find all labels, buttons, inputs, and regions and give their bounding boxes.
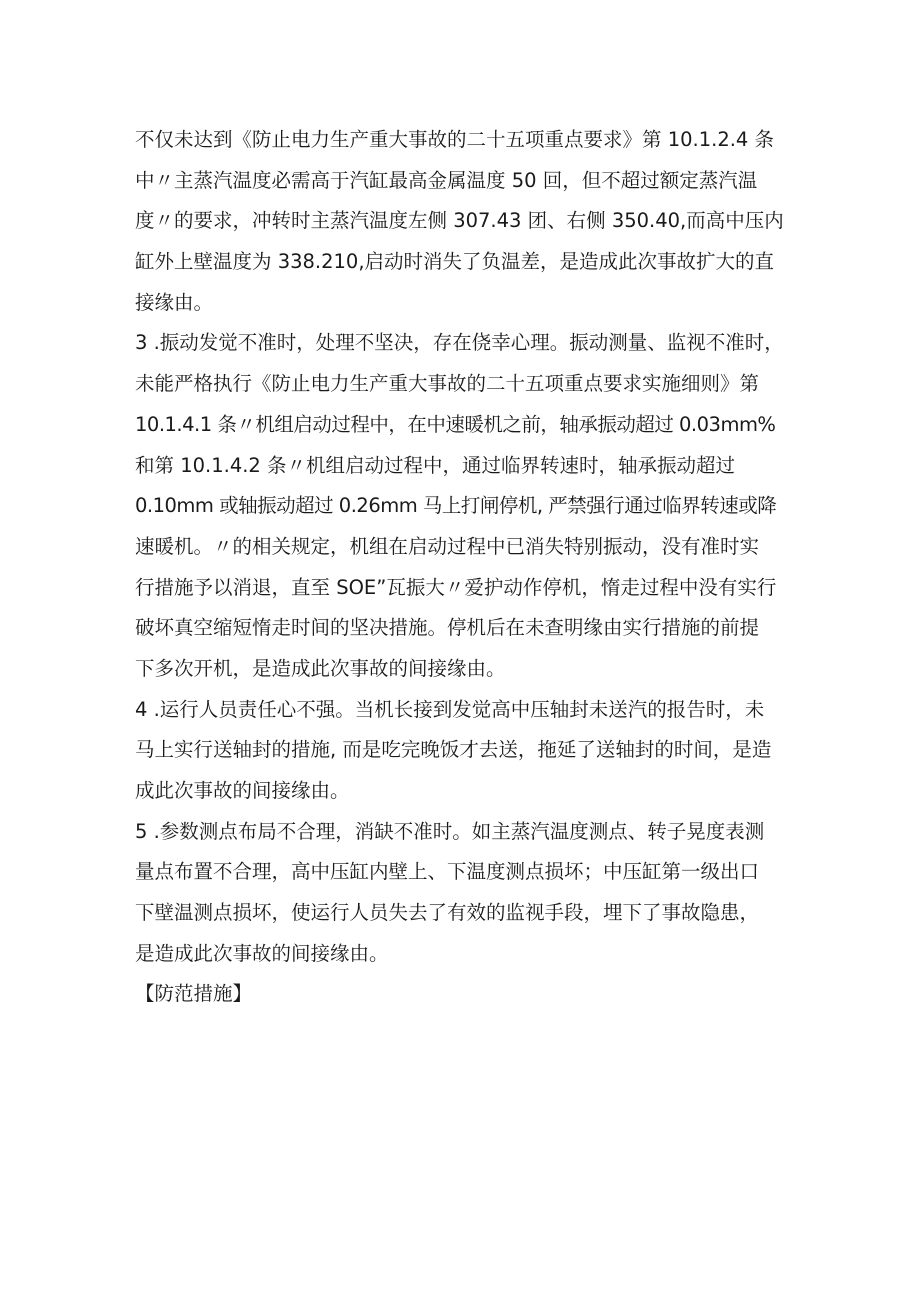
text-line: 量点布置不合理，高中压缸内壁上、下温度测点损坏；中压缸第一级出口: [135, 860, 760, 884]
text-line: 度〃的要求，冲转时主蒸汽温度左侧 307.43 团、右侧 350.40,而高中压内: [135, 209, 784, 233]
text-line: 是造成此次事故的间接缘由。: [135, 941, 389, 965]
paragraph-item-5-measurement-points: [135, 812, 785, 975]
text-line: 接缘由。: [135, 290, 214, 314]
text-line: 0.10mm 或轴振动超过 0.26mm 马上打闸停机, 严禁强行通过临界转速或降: [135, 494, 777, 518]
text-line: 速暖机。〃的相关规定，机组在启动过程中已消失特别振动，没有准时实: [135, 534, 760, 558]
paragraph-item-3-vibration: [135, 323, 785, 689]
text-line: 不仅未达到《防止电力生产重大事故的二十五项重点要求》第 10.1.2.4 条: [135, 128, 775, 151]
text-line: 行措施予以消退，直至 SOE”瓦振大〃爱护动作停机，惰走过程中没有实行: [135, 575, 777, 599]
text-line: 下多次开机，是造成此次事故的间接缘由。: [135, 656, 506, 680]
section-heading: [135, 974, 785, 1015]
text-line: 下壁温测点损坏，使运行人员失去了有效的监视手段，埋下了事故隐患，: [135, 901, 760, 925]
text-line: 未能严格执行《防止电力生产重大事故的二十五项重点要求实施细则》第: [135, 372, 760, 396]
text-line: 5 .参数测点布局不合理，消缺不准时。如主蒸汽温度测点、转子晃度表测: [135, 819, 765, 843]
text-line: 马上实行送轴封的措施, 而是吃完晚饭才去送，拖延了送轴封的时间，是造: [135, 738, 772, 762]
text-line: 3 .振动发觉不准时，处理不坚决，存在侥幸心理。振动测量、监视不准时，: [135, 331, 784, 355]
text-line: 和第 10.1.4.2 条〃机组启动过程中，通过临界转速时，轴承振动超过: [135, 453, 736, 477]
text-line: 破坏真空缩短惰走时间的坚决措施。停机后在未查明缘由实行措施的前提: [135, 616, 760, 640]
text-line: 4 .运行人员责任心不强。当机长接到发觉高中压轴封未送汽的报告时，未: [135, 697, 765, 721]
text-line: 成此次事故的间接缘由。: [135, 779, 350, 802]
paragraph-steam-temperature: [135, 120, 785, 323]
text-line: 10.1.4.1 条〃机组启动过程中，在中速暖机之前，轴承振动超过 0.03mm%: [135, 412, 776, 436]
text-line: 中〃主蒸汽温度必需高于汽缸最高金属温度 50 回，但不超过额定蒸汽温: [135, 168, 758, 192]
document-page: [135, 120, 785, 1015]
paragraph-item-4-personnel: [135, 690, 785, 812]
text-line: 缸外上壁温度为 338.210,启动时消失了负温差，是造成此次事故扩大的直: [135, 250, 775, 274]
section-heading-text: 【防范措施】: [135, 982, 253, 1006]
